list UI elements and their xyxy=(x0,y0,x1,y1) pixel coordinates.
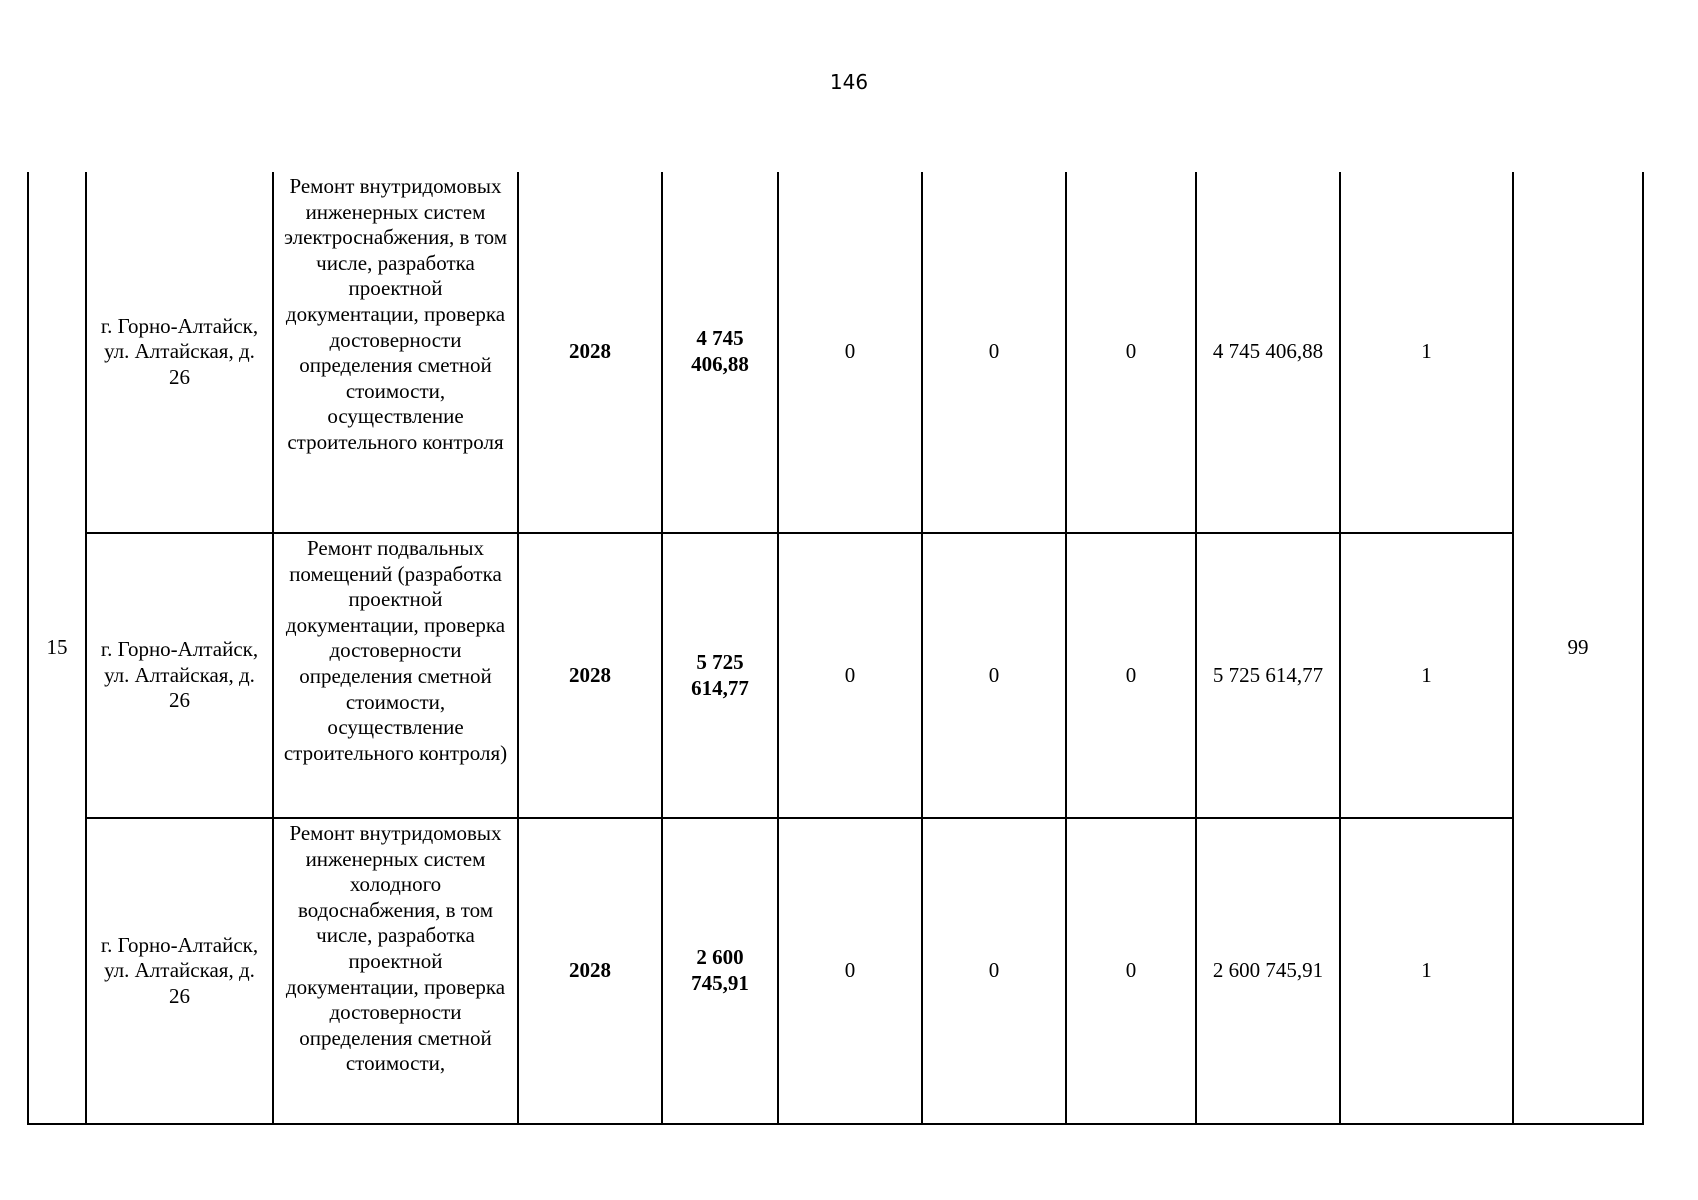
value-cell: 0 xyxy=(922,818,1066,1124)
value-cell: 0 xyxy=(778,172,922,533)
group-number-cell: 15 xyxy=(28,172,86,1124)
work-schedule-table xyxy=(27,172,1644,1125)
amount-cell: 4 745 406,88 xyxy=(1196,172,1340,533)
page-number: 146 xyxy=(829,70,869,94)
address-cell: г. Горно-Алтайск, ул. Алтайская, д. 26 xyxy=(86,818,273,1124)
value-cell: 0 xyxy=(1066,818,1196,1124)
year-cell: 2028 xyxy=(518,533,662,818)
value-cell: 0 xyxy=(778,818,922,1124)
count-cell: 1 xyxy=(1340,533,1513,818)
year-cell: 2028 xyxy=(518,172,662,533)
total-cell: 4 745 406,88 xyxy=(662,172,778,533)
total-cell: 2 600 745,91 xyxy=(662,818,778,1124)
value-cell: 0 xyxy=(778,533,922,818)
table-row xyxy=(28,172,1643,533)
count-cell: 1 xyxy=(1340,818,1513,1124)
count-cell: 1 xyxy=(1340,172,1513,533)
address-cell: г. Горно-Алтайск, ул. Алтайская, д. 26 xyxy=(86,172,273,533)
table-row xyxy=(28,818,1643,1124)
value-cell: 0 xyxy=(922,533,1066,818)
value-cell: 0 xyxy=(1066,533,1196,818)
table-row xyxy=(28,533,1643,818)
address-cell: г. Горно-Алтайск, ул. Алтайская, д. 26 xyxy=(86,533,273,818)
value-cell: 0 xyxy=(1066,172,1196,533)
description-cell: Ремонт внутридомовых инженерных систем электроснабжения, в том числе, разработка проектной документации, проверка достоверности определения сметной стоимости, осуществление строительного контроля xyxy=(273,172,518,533)
year-cell: 2028 xyxy=(518,818,662,1124)
total-cell: 5 725 614,77 xyxy=(662,533,778,818)
amount-cell: 5 725 614,77 xyxy=(1196,533,1340,818)
group-value-cell: 99 xyxy=(1513,172,1643,1124)
amount-cell: 2 600 745,91 xyxy=(1196,818,1340,1124)
value-cell: 0 xyxy=(922,172,1066,533)
description-cell: Ремонт подвальных помещений (разработка проектной документации, проверка достоверности определения сметной стоимости, осуществление строительного контроля) xyxy=(273,533,518,818)
description-cell: Ремонт внутридомовых инженерных систем холодного водоснабжения, в том числе, разработка проектной документации, проверка достоверности определения сметной стоимости, xyxy=(273,818,518,1124)
